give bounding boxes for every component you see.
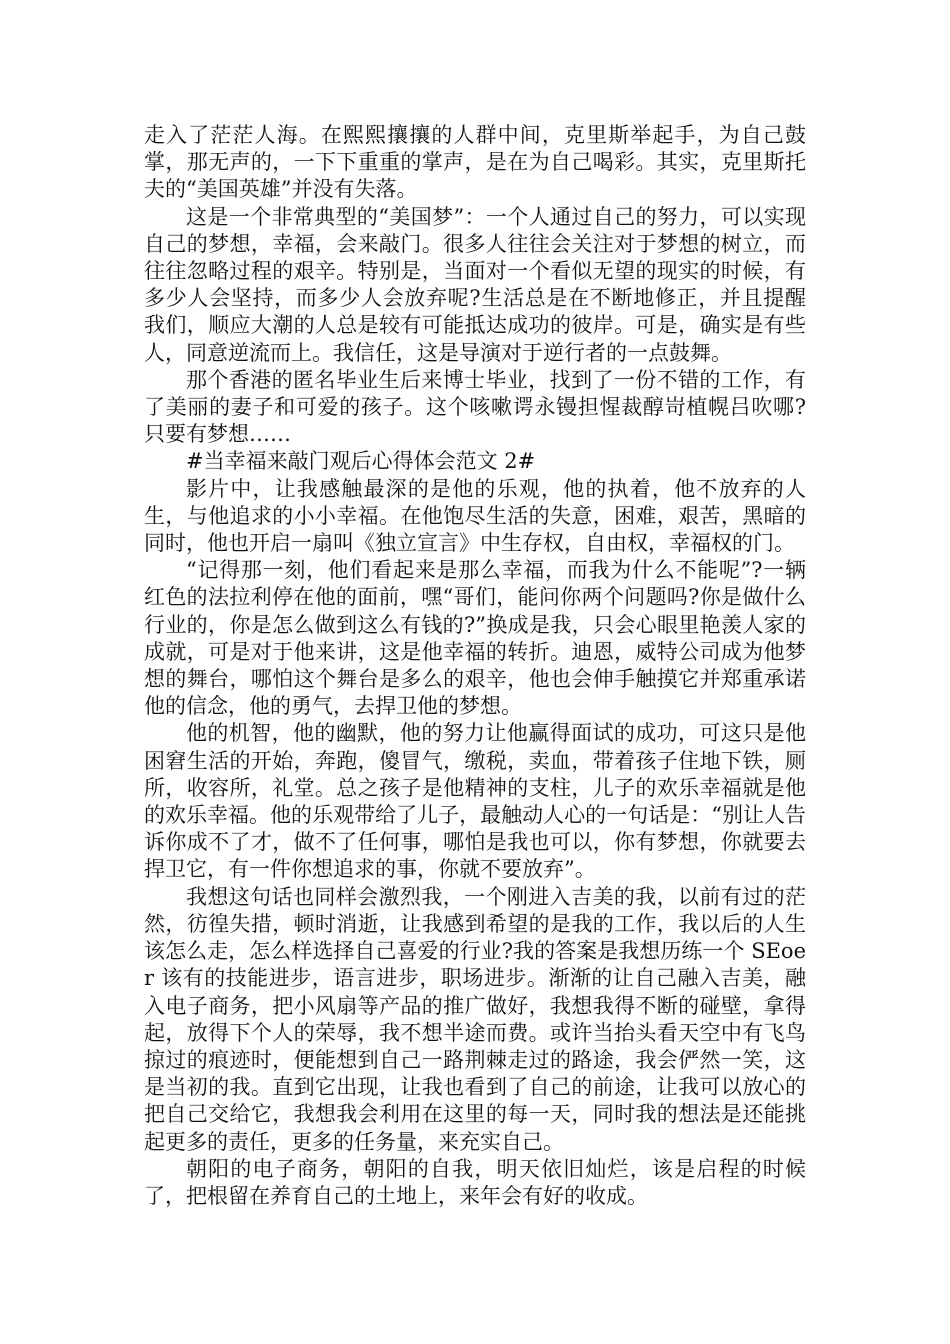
- paragraph-5: 影片中，让我感触最深的是他的乐观，他的执着，他不放弃的人生，与他追求的小小幸福。在他饱尽生活的失意，困难，艰苦，黑暗的同时，他也开启一扇叫《独立宣言》中生存权，自由权，幸福权的门。: [144, 476, 806, 556]
- paragraph-6: “记得那一刻，他们看起来是那么幸福，而我为什么不能呢”?一辆红色的法拉利停在他的面前，嘿“哥们，能问你两个问题吗?你是做什么行业的，你是怎么做到这么有钱的?”换成是我，只会心眼里艳羡人家的成就，可是对于他来讲，这是他幸福的转折。迪恩，威特公司成为他梦想的舞台，哪怕这个舞台是多么的艰辛，他也会伸手触摸它并郑重承诺他的信念，他的勇气，去捍卫他的梦想。: [144, 558, 806, 719]
- section-heading: #当幸福来敲门观后心得体会范文 2#: [186, 449, 536, 474]
- paragraph-7: 他的机智，他的幽默，他的努力让他赢得面试的成功，可这只是他困窘生活的开始，奔跑，傻冒气，缴税，卖血，带着孩子住地下铁，厕所，收容所，礼堂。总之孩子是他精神的支柱，儿子的欢乐幸福就是他的欢乐幸福。他的乐观带给了儿子，最触动人心的一句话是：“别让人告诉你成不了才，做不了任何事，哪怕是我也可以，你有梦想，你就要去捍卫它，有一件你想追求的事，你就不要放弃”。: [144, 721, 806, 882]
- paragraph-3: 那个香港的匿名毕业生后来博士毕业，找到了一份不错的工作，有了美丽的妻子和可爱的孩子。这个咳嗽谔永镘担惺裁醇岢植幌吕吹哪?只要有梦想……: [144, 367, 806, 447]
- paragraph-1: 走入了茫茫人海。在熙熙攘攘的人群中间，克里斯举起手，为自己鼓掌，那无声的，一下下重重的掌声，是在为自己喝彩。其实，克里斯托夫的“美国英雄”并没有失落。: [144, 123, 806, 202]
- paragraph-2: 这是一个非常典型的“美国梦”：一个人通过自己的努力，可以实现自己的梦想，幸福，会来敲门。很多人往往会关注对于梦想的树立，而往往忽略过程的艰辛。特别是，当面对一个看似无望的现实的时候，有多少人会坚持，而多少人会放弃呢?生活总是在不断地修正，并且提醒我们，顺应大潮的人总是较有可能抵达成功的彼岸。可是，确实是有些人，同意逆流而上。我信任，这是导演对于逆行者的一点鼓舞。: [144, 204, 806, 365]
- paragraph-8: 我想这句话也同样会激烈我，一个刚进入吉美的我，以前有过的茫然，彷徨失措，顿时消逝，让我感到希望的是我的工作，我以后的人生该怎么走，怎么样选择自己喜爱的行业?我的答案是我想历练一个 SEoer 该有的技能进步，语言进步，职场进步。渐渐的让自己融入吉美，融入电子商务，把小风扇等产品的推广做好，我想我得不断的碰壁，拿得起，放得下个人的荣辱，我不想半途而费。或许当抬头看天空中有飞鸟掠过的痕迹时，便能想到自己一路荆棘走过的路途，我会俨然一笑，这是当初的我。直到它出现，让我也看到了自己的前途，让我可以放心的把自己交给它，我想我会利用在这里的每一天，同时我的想法是还能挑起更多的责任，更多的任务量，来充实自己。: [144, 884, 806, 1154]
- paragraph-9: 朝阳的电子商务，朝阳的自我，明天依旧灿烂，该是启程的时候了，把根留在养育自己的土地上，来年会有好的收成。: [144, 1156, 806, 1208]
- document-body: [144, 122, 806, 1210]
